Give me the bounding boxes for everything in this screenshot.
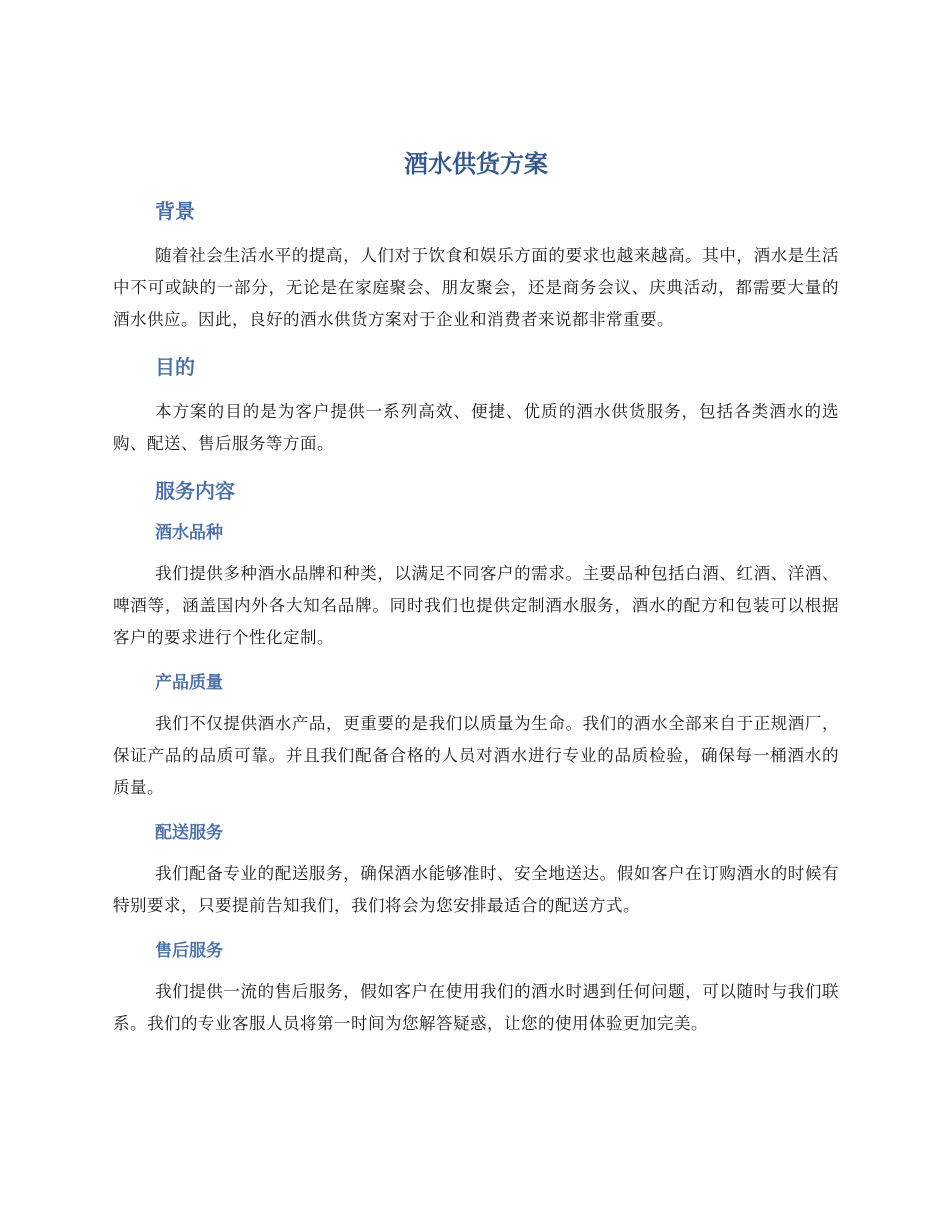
paragraph-delivery: 我们配备专业的配送服务，确保酒水能够准时、安全地送达。假如客户在订购酒水的时候有特别要求，只要提前告知我们，我们将会为您安排最适合的配送方式。	[113, 864, 839, 915]
paragraph-background: 随着社会生活水平的提高，人们对于饮食和娱乐方面的要求也越来越高。其中，酒水是生活中不可或缺的一部分，无论是在家庭聚会、朋友聚会，还是商务会议、庆典活动，都需要大量的酒水供应。因此，良好的酒水供货方案对于企业和消费者来说都非常重要。	[113, 246, 839, 329]
document-title: 酒水供货方案	[404, 150, 548, 178]
subsection-heading-after-sales: 售后服务	[155, 941, 223, 961]
paragraph-quality: 我们不仅提供酒水产品，更重要的是我们以质量为生命。我们的酒水全部来自于正规酒厂，保证产品的品质可靠。并且我们配备合格的人员对酒水进行专业的品质检验，确保每一桶酒水的质量。	[113, 714, 839, 797]
paragraph-after-sales: 我们提供一流的售后服务，假如客户在使用我们的酒水时遇到任何问题，可以随时与我们联系。我们的专业客服人员将第一时间为您解答疑惑，让您的使用体验更加完美。	[113, 982, 839, 1033]
document-page	[113, 146, 839, 1056]
paragraph-variety: 我们提供多种酒水品牌和种类，以满足不同客户的需求。主要品种包括白酒、红酒、洋酒、啤酒等，涵盖国内外各大知名品牌。同时我们也提供定制酒水服务，酒水的配方和包装可以根据客户的要求进行个性化定制。	[113, 564, 839, 647]
section-heading-purpose: 目的	[155, 355, 195, 379]
section-heading-services: 服务内容	[155, 479, 235, 503]
subsection-heading-quality: 产品质量	[155, 673, 223, 693]
subsection-heading-variety: 酒水品种	[155, 523, 223, 543]
paragraph-purpose: 本方案的目的是为客户提供一系列高效、便捷、优质的酒水供货服务，包括各类酒水的选购、配送、售后服务等方面。	[113, 402, 839, 453]
section-heading-background: 背景	[155, 199, 195, 223]
subsection-heading-delivery: 配送服务	[155, 823, 223, 843]
